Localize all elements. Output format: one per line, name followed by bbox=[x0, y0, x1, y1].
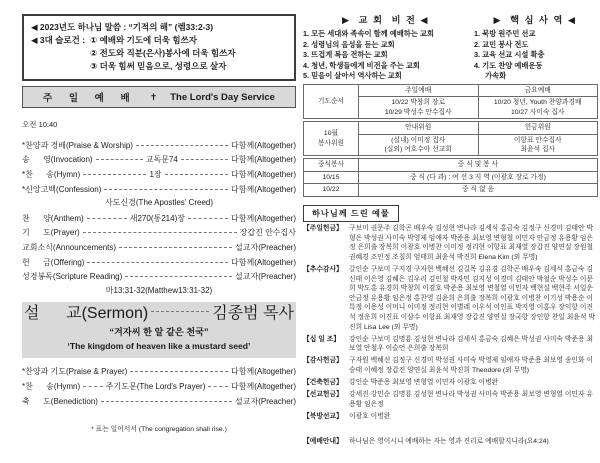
ushers-header: 안내위원 bbox=[359, 122, 479, 134]
friday-prayer-cell bbox=[478, 97, 598, 119]
worship-guide-text: 하나님은 영이시니 예배하는 자는 영과 진리로 예배할지니라(요4:24) bbox=[349, 438, 549, 446]
volunteers-table bbox=[303, 121, 598, 156]
ministry-item: 2. 교민 봉사 전도 bbox=[474, 39, 529, 49]
order-item-leader: 설교자(Preacher) bbox=[235, 396, 296, 406]
usher-entry: (실내) 이미정 집사 bbox=[391, 136, 446, 144]
prayer-entry: 10/20 청년, Youth 찬양과경배 bbox=[493, 99, 582, 107]
lunch-detail: 중 식 (다 과) : 여 선 3 지 역 (이광호 장로 가정) bbox=[359, 171, 598, 183]
offering-names: 갈인순 구보미 구지경 구자현 백혜선 김길목 김유겸 김학곤 배우숙 김세식 홍금숙 김신태 이은영 김혜은 김우리 김인철 박자민 김지성 이경미 김태안 박철순 박성수 이문희 박도홍 유경희 박창희 이겸호 박준용 최보영 변철열 이민자 백현실 백현주 서일운 안금정 유용황 임은정 홍찬영 김윤희 은희출 장복희 이광호 이병찬 이기성 박용순 이특정 이용성 이머니 이미정 정리현 이별레 이우석 이인표 박지영 이홍우 장익항 이진석 정운희 이진표 이삼수 이항표 최재영 장갑진 양연실 장국항 장인항 찬일 최윤석 박진희 Lisa Lee (외 무명) bbox=[349, 266, 595, 331]
sermon-block bbox=[22, 302, 296, 358]
offering-names: 강인순 박준용 최보영 변형열 이민자 이광호 이병완 bbox=[349, 379, 499, 387]
sunday-service-header: 주일예배 bbox=[359, 84, 479, 96]
yearly-word-line: ◀ 2023년도 하나님 말씀 : “기적의 해” (렘33:2-3) bbox=[31, 22, 214, 32]
vision-item: 1. 모든 세대와 족속이 함께 예배하는 교회 bbox=[303, 29, 435, 38]
vision-item: 5. 믿음이 살아서 역사하는 교회 bbox=[303, 71, 402, 81]
dotted-leader bbox=[104, 189, 228, 190]
offerings-title-box: 하나님께 드린 예물 bbox=[303, 205, 399, 222]
dotted-leader bbox=[101, 401, 232, 402]
order-of-worship-closing bbox=[22, 365, 296, 409]
order-item-label: *찬 송(Hymn) bbox=[22, 169, 81, 179]
prayer-entry: 10/22 박창희 장로 bbox=[391, 99, 446, 107]
sermon-label: 설 교(Sermon) bbox=[24, 305, 149, 323]
order-item-leader: 다함께(Altogether) bbox=[231, 169, 297, 179]
order-item-label: 찬 양(Anthem) bbox=[22, 213, 84, 223]
order-item-leader: 다함께(Altogether) bbox=[231, 184, 296, 194]
service-time: 오전 10:40 bbox=[22, 120, 58, 129]
order-item-detail: 새270(통214)장 bbox=[129, 213, 185, 223]
committee-entry: 이항표 안수집사 bbox=[513, 136, 562, 144]
dotted-leader bbox=[136, 145, 228, 146]
order-item-label: 교회소식(Announcements) bbox=[22, 242, 117, 252]
dotted-leader bbox=[83, 386, 103, 387]
apostles-creed-line: 사도신경(The Apostles' Creed) bbox=[104, 198, 214, 208]
lunch-date: 10/22 bbox=[304, 184, 359, 196]
sunday-prayer-cell bbox=[359, 97, 479, 119]
service-banner bbox=[22, 86, 296, 108]
dotted-leader bbox=[165, 174, 228, 175]
offering-section bbox=[303, 412, 598, 422]
dotted-leader bbox=[87, 218, 127, 219]
offering-section bbox=[303, 224, 598, 262]
order-row bbox=[22, 226, 296, 241]
lunch-service-table bbox=[303, 158, 598, 196]
offering-label: 【십 일 조】 bbox=[303, 335, 341, 343]
order-row bbox=[22, 138, 296, 153]
dotted-leader bbox=[181, 159, 228, 160]
prayer-entry: 10/27 사미숙 집사 bbox=[510, 108, 565, 116]
lunch-service-header: 중 식 및 봉 사 bbox=[359, 159, 598, 171]
offering-label: 【북방선교】 bbox=[303, 412, 343, 420]
offering-names: 강인순 구보미 김명룡 김성현 변나라 김세식 홍금숙 김혜은 박성권 사미숙 박준용 최보열 안철우 이슬언 은희출 장복희 bbox=[349, 335, 594, 353]
committee-entry: 최윤석 집사 bbox=[520, 146, 556, 153]
lunch-date: 10/15 bbox=[304, 171, 359, 183]
order-row bbox=[22, 255, 296, 270]
ushers-cell bbox=[359, 134, 479, 156]
sermon-title-english: ‘The kingdom of heaven like a mustard seed’ bbox=[67, 340, 251, 351]
ministry-item: 4. 기도 찬양 예배운동 bbox=[474, 60, 543, 70]
offering-section bbox=[303, 265, 598, 332]
order-row bbox=[22, 269, 296, 284]
slogan-row bbox=[31, 34, 287, 73]
order-item-leader: 다함께(Altogether) bbox=[231, 140, 296, 150]
order-item-label: *찬 송(Hymn) bbox=[22, 381, 81, 391]
offerings-list bbox=[303, 224, 598, 421]
dotted-leader bbox=[125, 276, 232, 277]
slogan-label: ◀ 3대 슬로건 : bbox=[31, 35, 86, 45]
order-item-label: 성경봉독(Scripture Reading) bbox=[22, 272, 123, 282]
vision-item: 3. 뜨겁게 복음 전하는 교회 bbox=[303, 50, 388, 60]
offering-names: 구보미 권문주 김학곤 배우숙 김성현 변나라 김세식 홍금숙 김정구 신경미 김태안 박형은 박성권 사미숙 박영제 임애자 박준용 최보영 변형철 이민자 안금정 유용황 임은정 은희출 장복희 이광호 이병찬 이미정 정리현 이항표 최재열 장갑진 양연실 장원철 권혜경 조인정 조칠희 엄태희 최윤석 박진희 Elena Kim (외 무명) bbox=[349, 225, 594, 261]
usher-entry: (실외) 여호수아 선교회 bbox=[384, 146, 452, 153]
order-item-leader: 설교자(Preacher) bbox=[235, 272, 296, 282]
church-vision-title: ▶ 교 회 비 전 ◀ bbox=[342, 15, 429, 25]
order-item-leader: 장갑진 안수집사 bbox=[239, 228, 296, 238]
offering-label: 【주일헌금】 bbox=[303, 225, 343, 233]
order-row bbox=[22, 153, 296, 168]
dotted-leader bbox=[151, 311, 209, 312]
order-item-leader: 다함께(Altogether) bbox=[231, 381, 296, 391]
order-item-detail: 1장 bbox=[149, 169, 162, 179]
service-banner-english: The Lord's Day Service bbox=[170, 91, 275, 103]
order-row bbox=[22, 365, 296, 380]
order-item-detail: 주기도문(The Lord's Prayer) bbox=[105, 381, 206, 391]
prayer-order-label: 기도순서 bbox=[304, 84, 359, 118]
dotted-leader bbox=[208, 386, 228, 387]
offering-section bbox=[303, 335, 598, 354]
order-item-label: 축 도(Benediction) bbox=[22, 396, 98, 406]
order-row bbox=[22, 211, 296, 226]
order-of-worship bbox=[22, 138, 296, 299]
order-item-label: *신앙고백(Confession) bbox=[22, 184, 102, 194]
sermon-title-korean: “겨자씨 한 알 같은 천국” bbox=[109, 326, 209, 337]
cross-icon: ✝ bbox=[149, 91, 158, 102]
scripture-reference: 마13:31-32(Matthew13:31-32) bbox=[105, 285, 213, 295]
dotted-leader bbox=[188, 218, 228, 219]
order-item-leader: 다함께(Altogether) bbox=[231, 213, 296, 223]
slogan-item: ② 전도와 직분(은사)봉사에 더욱 힘쓰자 bbox=[90, 48, 236, 58]
slogan-item: ③ 더욱 힘써 믿음으로, 성령으로 살자 bbox=[90, 61, 227, 71]
order-item-leader: 다함께(Altogether) bbox=[231, 257, 296, 267]
rise-footnote: * 표는 일어서서 (The congregation shall rise.) bbox=[91, 426, 227, 434]
right-page bbox=[303, 12, 598, 447]
order-item-label: 헌 금(Offering) bbox=[22, 257, 85, 267]
order-row bbox=[22, 240, 296, 255]
dotted-leader bbox=[119, 247, 232, 248]
offering-label: 【건축헌금】 bbox=[303, 379, 343, 387]
offering-label: 【추수감사】 bbox=[303, 266, 343, 273]
prayer-entry: 10/29 박성수 안수집사 bbox=[384, 108, 452, 116]
sermon-row bbox=[24, 304, 294, 323]
ministry-item-wrap: 가속화 bbox=[485, 71, 507, 81]
order-item-label: 송 영(Invocation) bbox=[22, 155, 93, 165]
lunch-detail: 중 식 없 음 bbox=[359, 184, 598, 196]
church-vision bbox=[303, 12, 468, 82]
volunteers-label bbox=[304, 122, 359, 156]
yearly-word-box bbox=[22, 14, 296, 81]
ministry-item: 1. 북방 원주민 선교 bbox=[474, 29, 536, 38]
offering-committee-cell bbox=[478, 134, 598, 156]
order-row bbox=[22, 379, 296, 394]
offering-section bbox=[303, 390, 598, 409]
slogan-item: ① 예배와 기도에 더욱 힘쓰자 bbox=[90, 35, 197, 45]
vision-item: 4. 청년, 학생들에게 비전을 주는 교회 bbox=[303, 60, 420, 70]
dotted-leader bbox=[83, 232, 237, 233]
offering-names: 강세진 강민순 김명룡 김성현 변나라 박성권 사미숙 박준용 최보영 변형열 이민자 유용황 임은정 bbox=[349, 391, 594, 408]
dotted-leader bbox=[130, 371, 228, 372]
ministry-item: 3. 교육 선교 시설 확충 bbox=[474, 50, 545, 60]
lunch-service-label: 중식봉사 bbox=[304, 159, 359, 171]
prayer-order-table bbox=[303, 84, 598, 119]
vision-item: 2. 성령님의 음성을 듣는 교회 bbox=[303, 39, 395, 49]
offering-section bbox=[303, 356, 598, 375]
core-ministry-list bbox=[472, 29, 598, 82]
offering-names: 이광호 이병완 bbox=[349, 412, 391, 420]
volunteers-label-text: 봉사위원 bbox=[317, 139, 345, 147]
order-item-label: *찬양과 경배(Praise & Worship) bbox=[22, 140, 133, 150]
church-vision-list bbox=[303, 29, 468, 82]
core-ministry bbox=[468, 12, 598, 82]
order-row bbox=[22, 182, 296, 197]
worship-guide-label: 【예배안내】 bbox=[303, 438, 343, 446]
order-item-leader: 다함께(Altogether) bbox=[231, 367, 296, 377]
preacher-name: 김종범 목사 bbox=[212, 305, 294, 323]
left-page bbox=[22, 14, 296, 433]
offering-label: 【감사헌금】 bbox=[303, 357, 343, 365]
order-item-label: 기 도(Prayer) bbox=[22, 228, 80, 238]
dotted-leader bbox=[87, 262, 228, 263]
vision-ministry-section bbox=[303, 12, 598, 82]
core-ministry-title: ▶ 핵 심 사 역 ◀ bbox=[493, 15, 577, 25]
offering-committee-header: 헌금위원 bbox=[478, 122, 598, 134]
service-banner-korean: 주 일 예 배 bbox=[43, 93, 137, 104]
volunteers-label-month: 10월 bbox=[323, 130, 339, 138]
worship-guide bbox=[303, 437, 598, 447]
offering-names: 구자원 백혜선 김정구 신경미 박성권 사미숙 박영제 임애자 박준용 최보영 송인화 이승태 이혜정 장갑진 양연실 최윤석 박진희 Theodore (외 무명) bbox=[349, 357, 594, 374]
order-item-label: *찬양과 기도(Praise & Prayer) bbox=[22, 367, 128, 377]
order-item-detail: 교독문74 bbox=[145, 155, 178, 165]
offering-label: 【선교헌금】 bbox=[303, 391, 343, 399]
offering-section bbox=[303, 378, 598, 388]
order-row bbox=[22, 394, 296, 409]
order-row bbox=[22, 167, 296, 182]
order-item-leader: 다함께(Altogether) bbox=[231, 155, 297, 165]
order-item-leader: 설교자(Preacher) bbox=[235, 242, 296, 252]
dotted-leader bbox=[83, 174, 146, 175]
friday-service-header: 금요예배 bbox=[478, 84, 598, 96]
dotted-leader bbox=[96, 159, 143, 160]
slogan-list bbox=[90, 34, 235, 73]
